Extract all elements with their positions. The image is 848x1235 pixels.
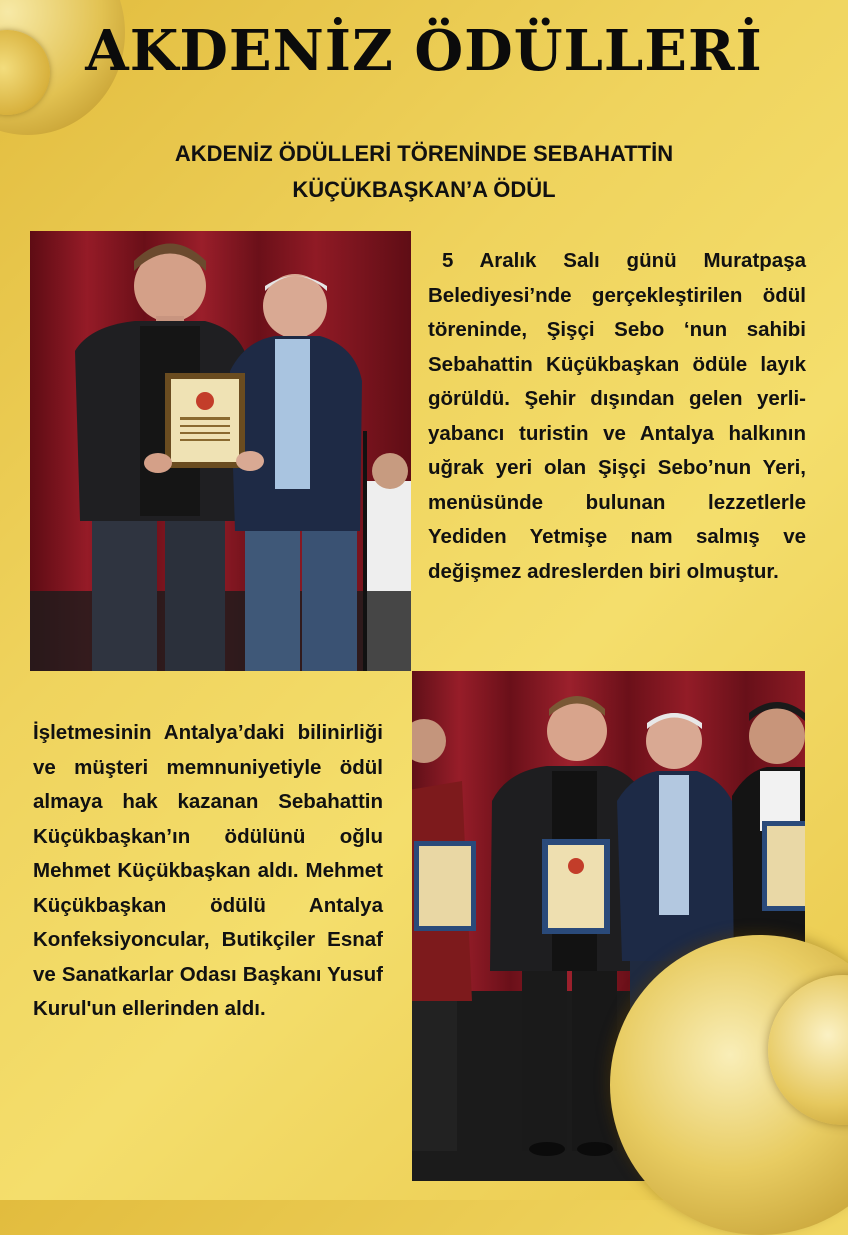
article-headline: AKDENİZ ÖDÜLLERİ TÖRENİNDE SEBAHATTİN KÜÇÜKBAŞKAN’A ÖDÜL: [174, 141, 674, 202]
award-handover-illustration: [30, 231, 411, 671]
article-paragraph-2: İşletmesinin Antalya’daki bilinirliği ve müşteri memnuniyetiyle ödül almaya hak kazanan Sebahattin Küçükbaşkan’ın ödülünü oğlu Mehmet Küçükbaşkan aldı. Mehmet Küçükbaşkan ödülü Antalya Konfeksiyoncular, Butikçiler Esnaf ve Sanatkarlar Odası Başkanı Yusuf Kurul'un ellerinden aldı.: [33, 721, 383, 1020]
article-paragraph-1: 5 Aralık Salı günü Muratpaşa Belediyesi’nde gerçekleştirilen ödül töreninde, Şişçi Sebo ‘nun sahibi Sebahattin Küçükbaşkan ödüle layık görüldü. Şehir dışından gelen yerli-yabancı turistin ve Antalya halkının uğrak yeri olan Şişçi Sebo’nun Yeri, menüsünde bulunan lezzetlerle Yediden Yetmişe nam salmış ve değişmez adreslerden biri olmuştur.: [428, 249, 806, 583]
award-ceremony-photo-1: [30, 231, 411, 671]
magazine-title: AKDENİZ ÖDÜLLERİ: [85, 18, 763, 84]
